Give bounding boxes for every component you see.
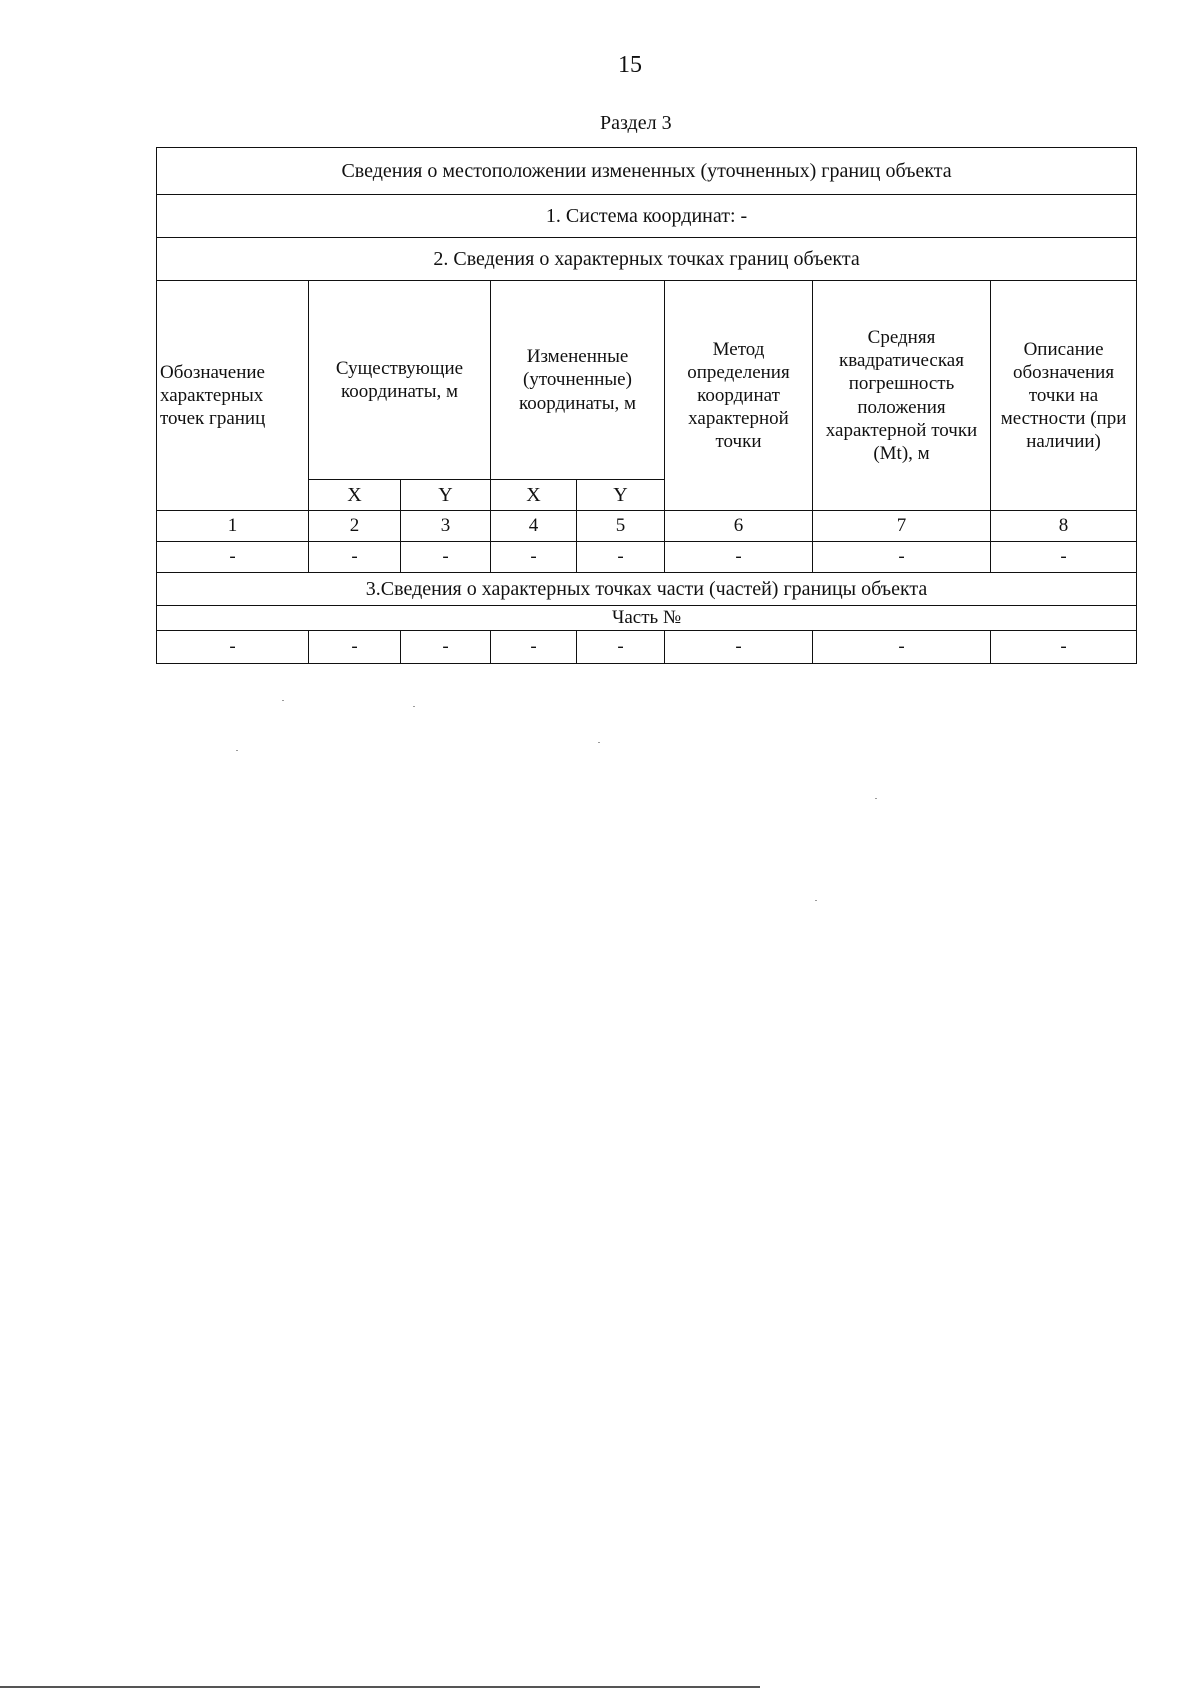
part-number-row: Часть № xyxy=(157,606,1137,631)
table-cell: - xyxy=(665,631,813,664)
points-heading-row: 2. Сведения о характерных точках границ объекта xyxy=(157,238,1137,281)
existing-y-label: Y xyxy=(401,480,491,511)
scan-speck xyxy=(815,900,817,901)
bottom-rule xyxy=(0,1686,760,1688)
table-cell: - xyxy=(813,542,991,573)
column-number: 6 xyxy=(665,511,813,542)
table-cell: - xyxy=(577,631,665,664)
table-cell: - xyxy=(991,631,1137,664)
table-cell: - xyxy=(991,542,1137,573)
table-cell: - xyxy=(813,631,991,664)
scan-speck xyxy=(875,798,877,799)
part-points-heading-row: 3.Сведения о характерных точках части (частей) границы объекта xyxy=(157,573,1137,606)
existing-x-label: X xyxy=(309,480,401,511)
mean-error-header-text: Средняя квадратическая погрешность положения характерной точки (Mt), м xyxy=(825,326,978,464)
table-cell: - xyxy=(157,542,309,573)
column-number: 5 xyxy=(577,511,665,542)
mean-error-header xyxy=(813,281,991,511)
table-cell: - xyxy=(401,631,491,664)
scan-speck xyxy=(598,742,600,743)
column-number: 7 xyxy=(813,511,991,542)
scan-speck xyxy=(236,750,238,751)
table-cell: - xyxy=(309,542,401,573)
column-number: 3 xyxy=(401,511,491,542)
table-cell: - xyxy=(157,631,309,664)
description-header-text: Описание обозначения точки на местности (при наличии) xyxy=(1000,338,1127,453)
designation-header xyxy=(157,281,309,511)
section-label: Раздел 3 xyxy=(600,112,672,134)
changed-coords-header-text: Измененные (уточненные) координаты, м xyxy=(518,346,637,414)
table-title: Сведения о местоположении измененных (уточненных) границ объекта xyxy=(157,148,1137,195)
changed-coords-header xyxy=(491,281,665,480)
method-header xyxy=(665,281,813,511)
page-number: 15 xyxy=(618,52,642,78)
boundary-table xyxy=(156,147,1137,664)
column-number: 2 xyxy=(309,511,401,542)
changed-y-label: Y xyxy=(577,480,665,511)
description-header xyxy=(991,281,1137,511)
existing-coords-header-text: Существующие координаты, м xyxy=(335,357,464,402)
scan-speck xyxy=(413,706,415,707)
table-cell: - xyxy=(577,542,665,573)
table-cell: - xyxy=(665,542,813,573)
column-number: 4 xyxy=(491,511,577,542)
coordinate-system-row: 1. Система координат: - xyxy=(157,195,1137,238)
column-number: 8 xyxy=(991,511,1137,542)
designation-header-text: Обозначение характерных точек границ xyxy=(160,361,266,430)
table-cell: - xyxy=(309,631,401,664)
scan-speck xyxy=(282,700,284,701)
column-number: 1 xyxy=(157,511,309,542)
table-cell: - xyxy=(491,542,577,573)
table-cell: - xyxy=(401,542,491,573)
existing-coords-header xyxy=(309,281,491,480)
table-cell: - xyxy=(491,631,577,664)
method-header-text: Метод определения координат характерной точки xyxy=(687,338,790,453)
changed-x-label: X xyxy=(491,480,577,511)
